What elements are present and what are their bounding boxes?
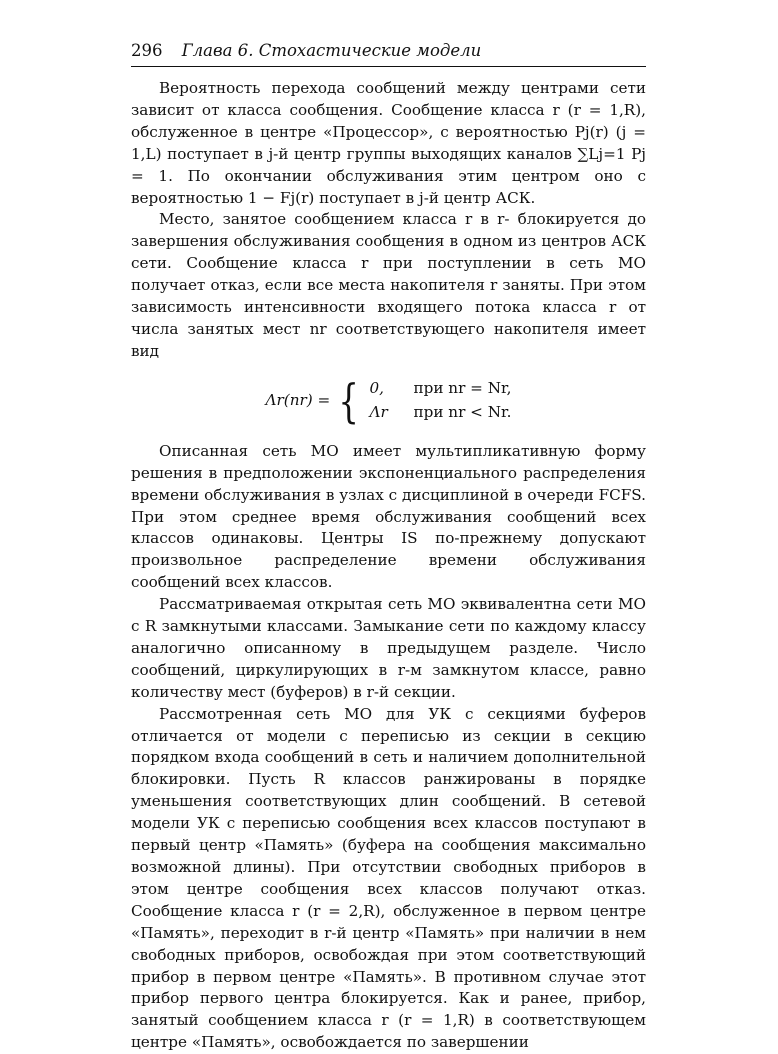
chapter-title: Глава 6. Стохастические модели	[181, 41, 482, 60]
running-header	[131, 40, 646, 67]
body-text	[131, 78, 646, 1054]
paragraph-4: Рассматриваемая открытая сеть МО эквивалентна сети МО с R замкнутыми классами. Замыкание сети по каждому классу аналогично описанному в предыдущем разделе. Число сообщений, циркулирующих в r-м замкнутом классе, равно количеству мест (буферов) в r-й секции.	[131, 595, 646, 701]
case-1-condition: при nr = Nr,	[413, 378, 512, 397]
intensity-formula	[131, 370, 646, 432]
case-2-value: Λr	[369, 402, 388, 421]
paragraph-1: Вероятность перехода сообщений между центрами сети зависит от класса сообщения. Сообщение класса r (r = 1,R), обслуженное в центре «Процессор», с вероятностью Pj(r) (j = 1,L) поступает в j-й центр группы выходящих каналов ∑Lj=1 Pj = 1. По окончании обслуживания этим центром оно с вероятностью 1 − Fj(r) поступает в j-й центр АСК.	[131, 79, 646, 207]
case-1-value: 0,	[369, 378, 385, 397]
formula-cases	[370, 378, 512, 424]
paragraph-5: Рассмотренная сеть МО для УК с секциями буферов отличается от модели с переписью из секции в секцию порядком входа сообщений в сеть и наличием дополнительной блокировки. Пусть R классов ранжированы в порядке уменьшения соответствующих длин сообщений. В сетевой модели УК с переписью сообщения всех классов поступают в первый центр «Память» (буфера на сообщения максимально возможной длины). При отсутствии свободных приборов в этом центре сообщения всех классов получают отказ. Сообщение класса r (r = 2,R), обслуженное в первом центре «Память», переходит в r-й центр «Память» при наличии в нем свободных приборов, освобождая при этом соответствующий прибор в первом центре «Память». В противном случае этот прибор первого центра блокируется. Как и ранее, прибор, занятый сообщением класса r (r = 1,R) в соответствующем центре «Память», освобождается по завершении	[131, 704, 646, 1052]
formula-case-2	[370, 402, 512, 424]
paragraph-2: Место, занятое сообщением класса r в r- блокируется до завершения обслуживания сообщения в одном из центров АСК сети. Сообщение класса r при поступлении в сеть МО получает отказ, если все места накопителя r заняты. При этом зависимость интенсивности входящего потока класса r от числа занятых мест nr соответствующего накопителя имеет вид	[131, 210, 646, 360]
left-brace: {	[338, 373, 360, 428]
formula-case-1	[370, 378, 512, 400]
page-number: 296	[131, 41, 163, 60]
case-2-condition: при nr < Nr.	[413, 402, 512, 421]
paragraph-3: Описанная сеть МО имеет мультипликативную форму решения в предположении экспоненциального распределения времени обслуживания в узлах с дисциплиной в очереди FCFS. При этом среднее время обслуживания сообщений всех классов одинаковы. Центры IS по-прежнему допускают произвольное распределение времени обслуживания сообщений всех классов.	[131, 441, 646, 592]
formula-lhs: Λr(nr) =	[265, 390, 331, 409]
